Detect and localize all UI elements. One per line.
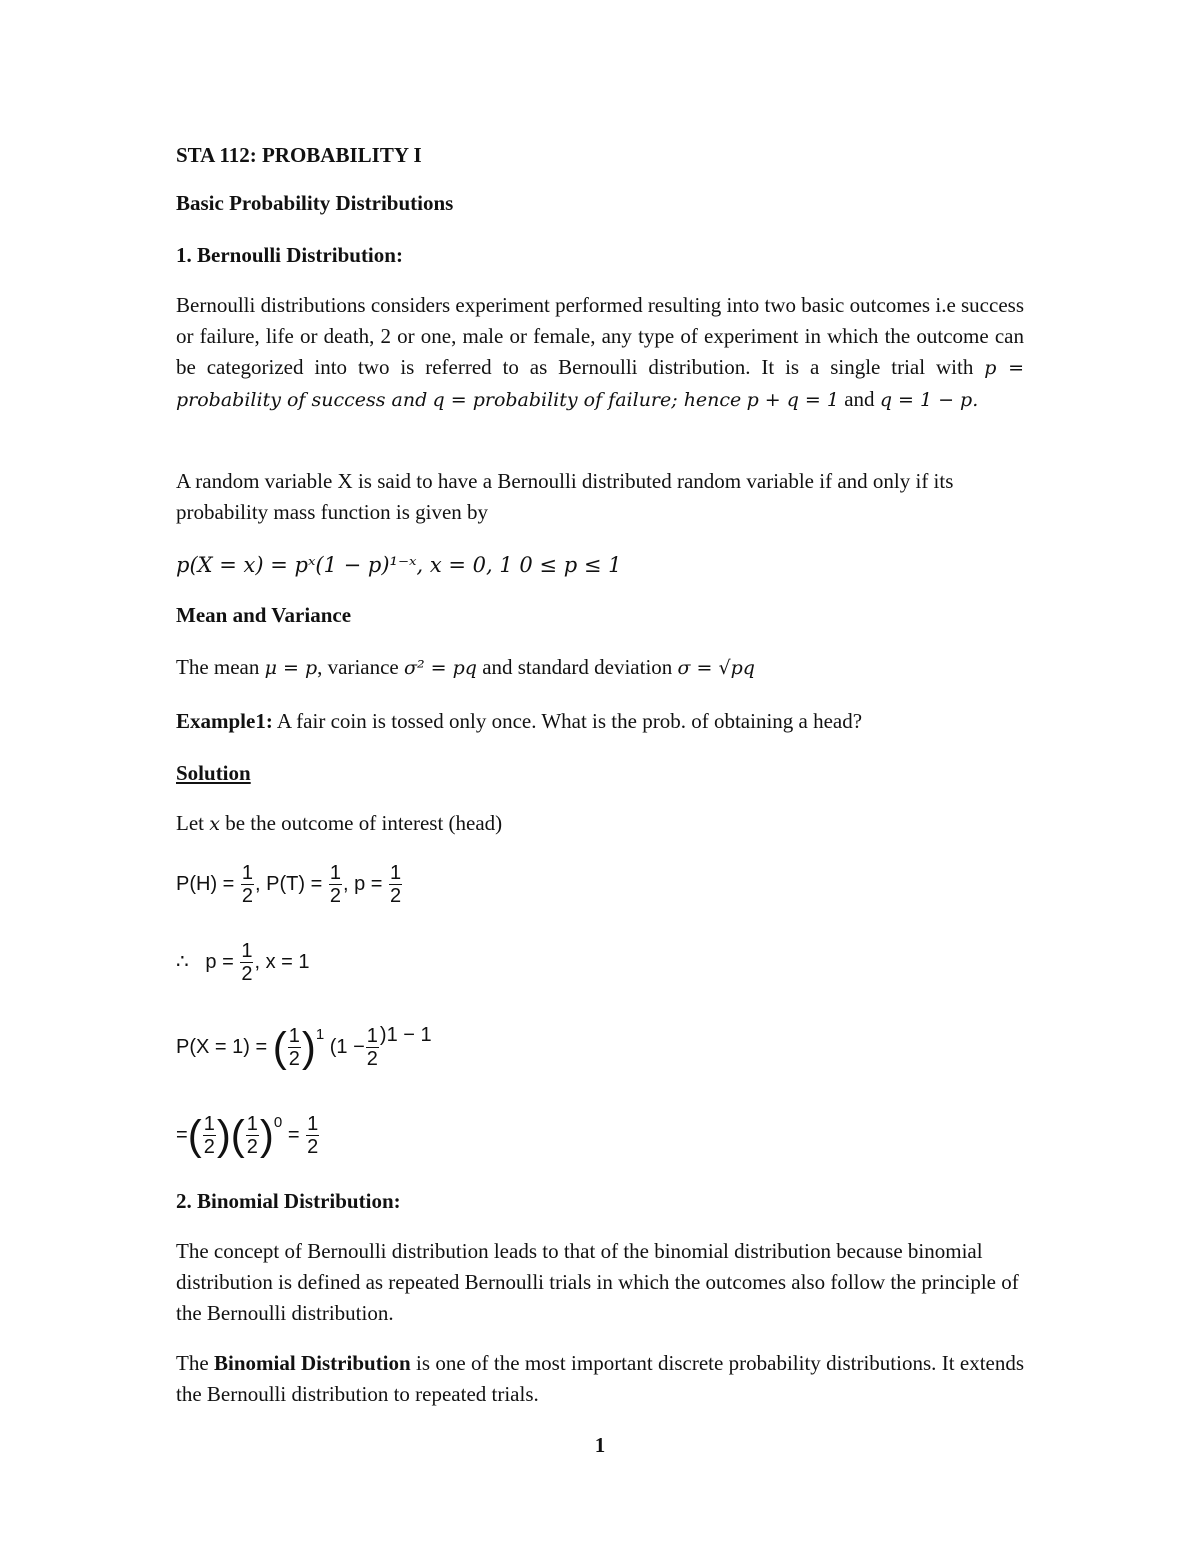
binomial-para2-end: is one of the most important discrete probability distributions. It extends the Bernoulli distribution to repeated trials. <box>176 1351 1025 1406</box>
bernoulli-intro-paragraph <box>176 290 1024 416</box>
example1-question: A fair coin is tossed only once. What is the prob. of obtaining a head? <box>276 709 863 733</box>
one-minus: (1 − <box>329 1036 365 1058</box>
fraction-half: $\frac{1}{2}$ <box>241 940 253 985</box>
q-relation: q = 1 − p. <box>879 389 979 411</box>
solution-label: Solution <box>176 761 251 785</box>
q-definition: q = probability of failure; hence <box>432 389 742 411</box>
fraction-half: $\frac{1}{2}$ <box>203 1113 215 1159</box>
mean-text: The mean <box>176 655 260 679</box>
fraction-half: $\frac{1}{2}$ <box>246 1113 258 1159</box>
variance-formula: σ² = pq <box>404 657 477 679</box>
fraction-half: $\frac{1}{2}$ <box>390 862 402 907</box>
let-variable: x <box>209 813 220 835</box>
sd-text: and standard deviation <box>482 655 673 679</box>
ph-label: P(H) = <box>176 872 235 895</box>
probability-line-4: =( $\frac{1}{2}$ )( $\frac{1}{2}$ )$^0$ = $\frac{1}{2}$ <box>176 1111 319 1159</box>
exponent-one-minus-one: )1 − 1 <box>379 1024 432 1046</box>
p-value-label: , p = <box>342 872 383 895</box>
fraction-half: $\frac{1}{2}$ <box>241 862 254 907</box>
probability-line-3: P(X = 1) = ( $\frac{1}{2}$ )$^1$ (1 − $\frac{1}{2}$ )1 − 1 <box>176 1023 432 1071</box>
px-label: P(X = 1) = <box>176 1036 268 1058</box>
mean-formula: μ = p <box>264 657 318 679</box>
fraction-half: $\frac{1}{2}$ <box>288 1025 300 1071</box>
p-definition: p = probability of success and <box>176 357 1025 411</box>
binomial-heading: 2. Binomial Distribution: <box>176 1189 401 1213</box>
fraction-half: $\frac{1}{2}$ <box>366 1025 378 1071</box>
let-text: Let <box>176 811 204 835</box>
mean-variance-line <box>176 652 1024 684</box>
exponent-zero: 0 <box>273 1114 283 1131</box>
exponent-one: 1 <box>315 1026 325 1043</box>
x-equals: , x = 1 <box>254 950 310 973</box>
example1-label: Example1: <box>176 709 273 733</box>
example1-line <box>176 706 1024 737</box>
p-equals: p = <box>205 950 234 973</box>
probability-line-1 <box>176 862 1024 907</box>
binomial-paragraph-2 <box>176 1348 1024 1410</box>
fraction-half: $\frac{1}{2}$ <box>329 862 341 907</box>
fraction-half: $\frac{1}{2}$ <box>307 1113 319 1159</box>
binomial-para2-start: The <box>176 1351 209 1375</box>
binomial-bold-term: Binomial Distribution <box>214 1351 411 1375</box>
equals-sign-2: = <box>287 1124 300 1146</box>
let-description: be the outcome of interest (head) <box>225 811 503 835</box>
probability-line-2 <box>176 940 1024 985</box>
sd-formula: σ = √pq <box>677 657 755 679</box>
sum-relation: p + q = 1 <box>746 389 839 411</box>
pt-label: , P(T) = <box>255 872 323 895</box>
bernoulli-heading: 1. Bernoulli Distribution: <box>176 243 403 267</box>
course-title: STA 112: PROBABILITY I <box>176 143 422 167</box>
binomial-paragraph-1: The concept of Bernoulli distribution leads to that of the binomial distribution because binomial distribution is defined as repeated Bernoulli trials in which the outcomes also follow the principle of the Bernoulli distribution. <box>176 1239 1019 1325</box>
variance-text: , variance <box>317 655 399 679</box>
equals-sign: = <box>176 1124 188 1146</box>
bernoulli-intro-text: Bernoulli distributions considers experiment performed resulting into two basic outcomes i.e success or failure, life or death, 2 or one, male or female, any type of experiment in which the outcome can be categorized into two is referred to as Bernoulli distribution. It is a single trial with <box>176 293 1024 379</box>
mean-variance-heading: Mean and Variance <box>176 603 352 627</box>
let-line <box>176 808 1024 840</box>
page-number: 1 <box>594 1433 606 1457</box>
and-word: and <box>844 387 875 411</box>
random-variable-paragraph: A random variable X is said to have a Bernoulli distributed random variable if and only if its probability mass function is given by <box>176 469 954 524</box>
pmf-formula: p(X = x) = pˣ(1 − p)¹⁻ˣ, x = 0, 1 0 ≤ p ≤ 1 <box>176 553 622 577</box>
section-title: Basic Probability Distributions <box>176 191 454 215</box>
therefore-symbol: ∴ <box>176 950 189 973</box>
